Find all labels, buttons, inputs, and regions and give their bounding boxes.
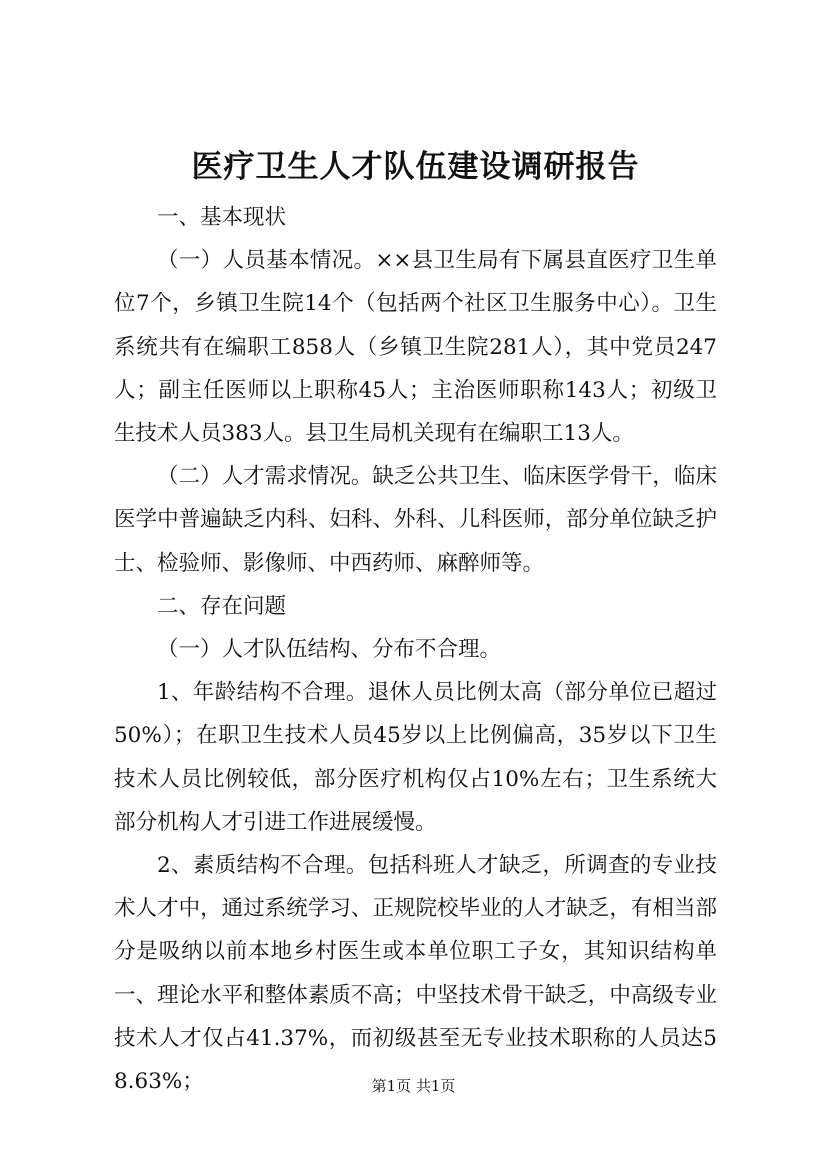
paragraph-structure-distribution: （一）人才队伍结构、分布不合理。	[157, 637, 502, 663]
paragraph-quality-structure: 2、素质结构不合理。包括科班人才缺乏，所调查的专业技术人才中，通过系统学习、正规院校毕业的人才缺乏，有相当部分是吸纳以前本地乡村医生或本单位职工子女，其知识结构单一、理论水平和整体素质不高；中坚技术骨干缺乏，中高级专业技术人才仅占41.37%，而初级甚至无专业技术职称的人员达58.63%；	[114, 853, 717, 1095]
paragraph-age-structure: 1、年龄结构不合理。退休人员比例太高（部分单位已超过50%）；在职卫生技术人员45岁以上比例偏高，35岁以下卫生技术人员比例较低，部分医疗机构仅占10%左右；卫生系统大部分机构人才引进工作进展缓慢。	[114, 680, 717, 835]
section-heading-basic-status: 一、基本现状	[157, 205, 287, 230]
page-number-footer: 第1页 共1页	[371, 1077, 456, 1095]
section-heading-problems: 二、存在问题	[157, 593, 287, 619]
paragraph-staff-basic-info: （一）人员基本情况。××县卫生局有下属县直医疗卫生单位7个，乡镇卫生院14个（包括两个社区卫生服务中心）。卫生系统共有在编职工858人（乡镇卫生院281人），其中党员247人；副主任医师以上职称45人；主治医师职称143人；初级卫生技术人员383人。县卫生局机关现有在编职工13人。	[114, 248, 717, 447]
document-body	[114, 196, 717, 1103]
document-title: 医疗卫生人才队伍建设调研报告	[191, 149, 640, 185]
paragraph-talent-demand: （二）人才需求情况。缺乏公共卫生、临床医学骨干，临床医学中普遍缺乏内科、妇科、外科、儿科医师，部分单位缺乏护士、检验师、影像师、中西药师、麻醉师等。	[114, 464, 717, 576]
